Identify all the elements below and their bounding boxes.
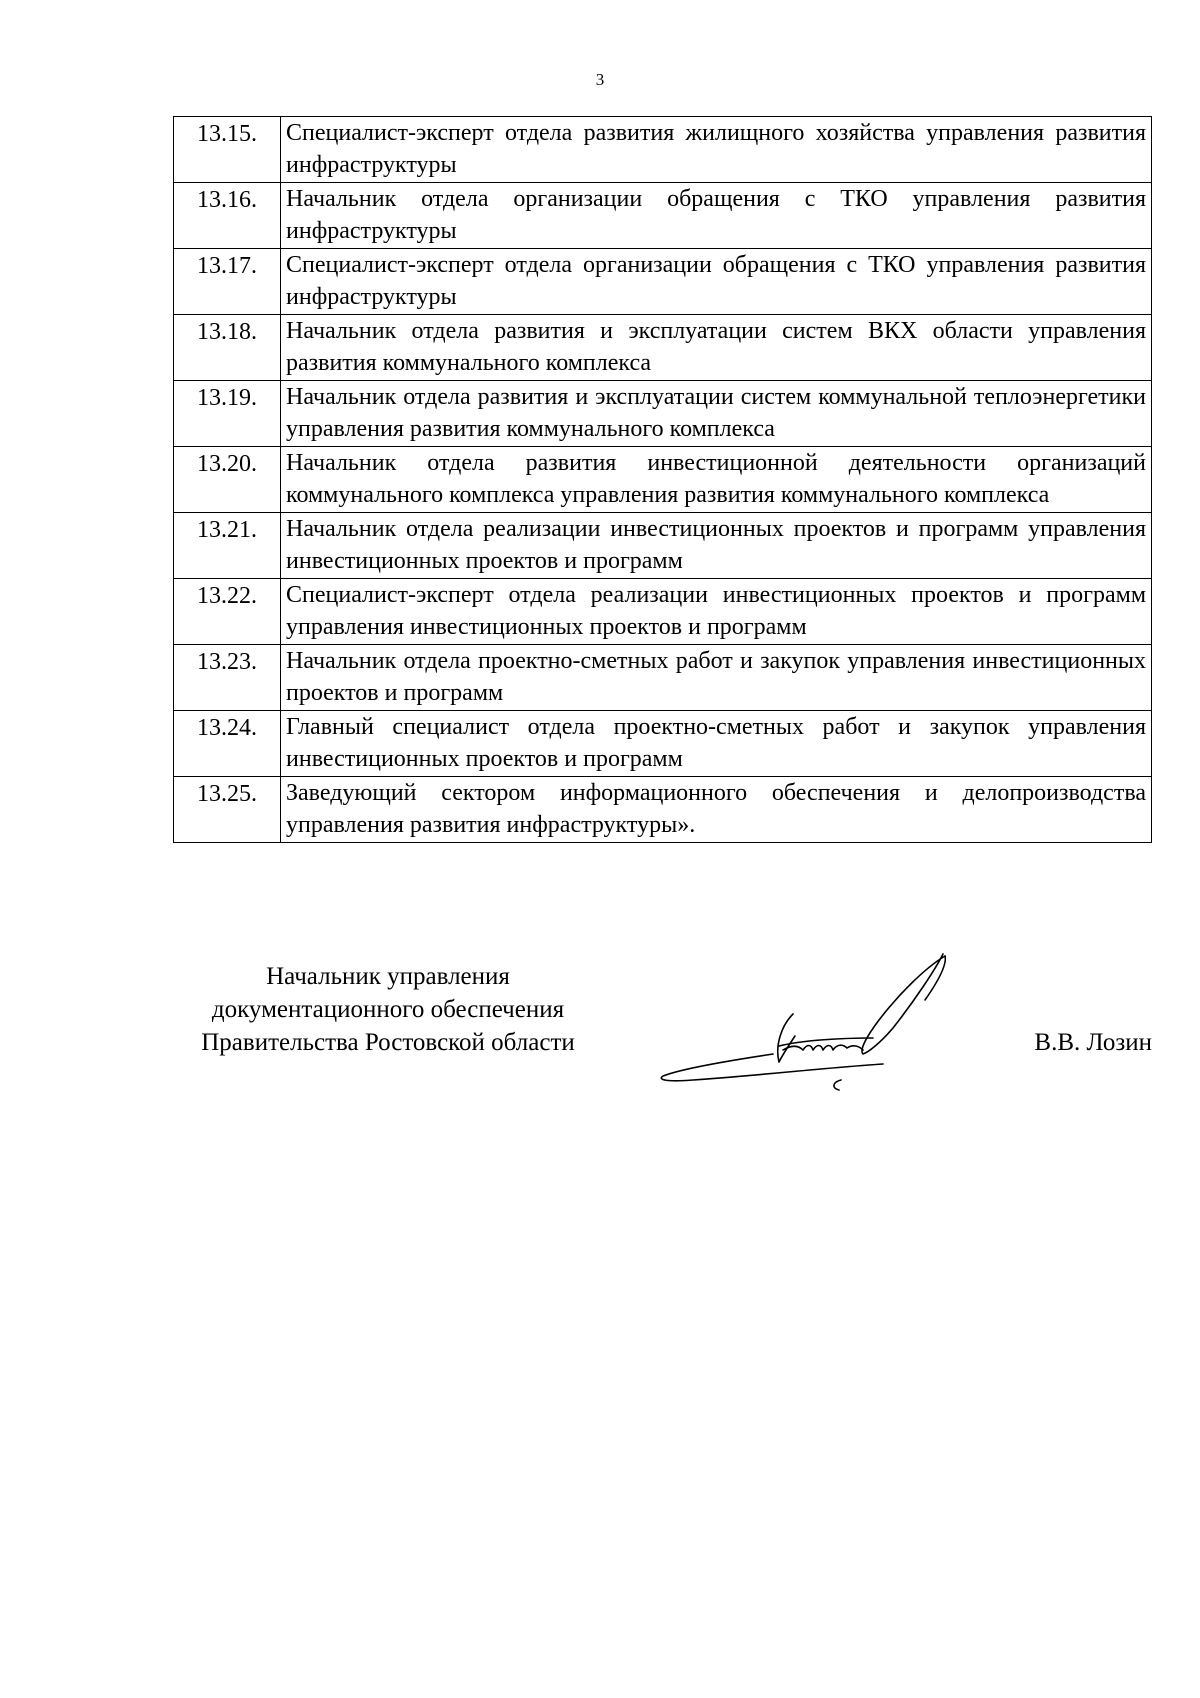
position-title: Специалист-эксперт отдела развития жилищного хозяйства управления развития инфраструктуры — [281, 117, 1152, 183]
table-row — [174, 381, 1152, 447]
signer-title-line: документационного обеспечения — [211, 996, 565, 1023]
row-number: 13.25. — [174, 777, 281, 843]
row-number: 13.20. — [174, 447, 281, 513]
table-row — [174, 183, 1152, 249]
table-row — [174, 513, 1152, 579]
table-row — [174, 645, 1152, 711]
position-title: Начальник отдела реализации инвестиционных проектов и программ управления инвестиционных проектов и программ — [281, 513, 1152, 579]
row-number: 13.17. — [174, 249, 281, 315]
row-number: 13.21. — [174, 513, 281, 579]
row-number: 13.18. — [174, 315, 281, 381]
table-row — [174, 447, 1152, 513]
row-number: 13.19. — [174, 381, 281, 447]
position-title: Заведующий сектором информационного обеспечения и делопроизводства управления развития инфраструктуры». — [281, 777, 1152, 843]
signer-name: В.В. Лозин — [1034, 1029, 1152, 1056]
position-title: Специалист-эксперт отдела реализации инвестиционных проектов и программ управления инвестиционных проектов и программ — [281, 579, 1152, 645]
row-number: 13.24. — [174, 711, 281, 777]
row-number: 13.22. — [174, 579, 281, 645]
table-row — [174, 579, 1152, 645]
signer-title-line: Правительства Ростовской области — [201, 1029, 575, 1056]
positions-table — [173, 116, 1152, 843]
position-title: Начальник отдела развития и эксплуатации систем коммунальной теплоэнергетики управления развития коммунального комплекса — [281, 381, 1152, 447]
handwritten-signature-icon — [653, 950, 1013, 1100]
position-title: Начальник отдела проектно-сметных работ и закупок управления инвестиционных проектов и программ — [281, 645, 1152, 711]
page-number: 3 — [595, 70, 605, 89]
table-row — [174, 315, 1152, 381]
signature-block — [173, 960, 1152, 1110]
row-number: 13.16. — [174, 183, 281, 249]
signer-title — [173, 960, 603, 1059]
position-title: Главный специалист отдела проектно-сметных работ и закупок управления инвестиционных проектов и программ — [281, 711, 1152, 777]
table-row — [174, 777, 1152, 843]
position-title: Начальник отдела развития и эксплуатации систем ВКХ области управления развития коммунального комплекса — [281, 315, 1152, 381]
row-number: 13.15. — [174, 117, 281, 183]
table-row — [174, 249, 1152, 315]
position-title: Начальник отдела организации обращения с ТКО управления развития инфраструктуры — [281, 183, 1152, 249]
position-title: Начальник отдела развития инвестиционной деятельности организаций коммунального комплекса управления развития коммунального комплекса — [281, 447, 1152, 513]
position-title: Специалист-эксперт отдела организации обращения с ТКО управления развития инфраструктуры — [281, 249, 1152, 315]
table-row — [174, 711, 1152, 777]
row-number: 13.23. — [174, 645, 281, 711]
table-row — [174, 117, 1152, 183]
signer-title-line: Начальник управления — [266, 963, 510, 990]
